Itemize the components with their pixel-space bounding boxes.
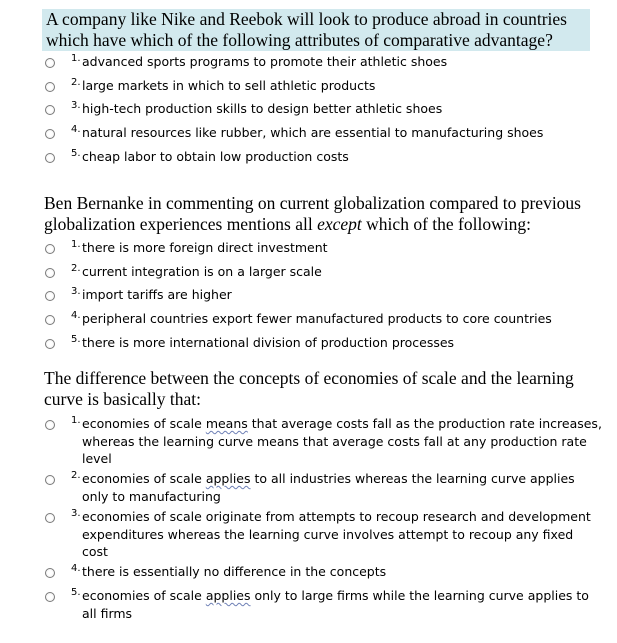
option-number: 2. [71,470,81,481]
option-text-part: economies of scale [82,588,206,603]
option-label: cheap labor to obtain low production costs [82,149,349,164]
option-number: 3. [71,286,81,297]
option-number: 4. [71,124,81,135]
radio-button[interactable] [45,129,55,139]
option-label [82,415,602,468]
option-number: 4. [71,310,81,321]
option-label: economies of scale originate from attempts to recoup research and development expenditures whereas the learning curve involves attempt to recoup any fixed cost [82,509,591,559]
radio-button[interactable] [45,513,55,523]
option-label: advanced sports programs to promote their athletic shoes [82,54,448,69]
option-text-part: only to large firms while the learning curve applies to all firms [82,588,589,621]
option-number: 3. [71,100,81,111]
option-number: 1. [71,53,81,64]
radio-button[interactable] [45,153,55,163]
option-number: 2. [71,263,81,274]
option-number: 2. [71,77,81,88]
option-number: 3. [71,508,81,519]
question-1 [0,9,617,51]
radio-button[interactable] [45,244,55,254]
option-number: 1. [71,415,81,426]
option-label: high-tech production skills to design better athletic shoes [82,101,443,116]
option-number: 4. [71,563,81,574]
radio-button[interactable] [45,315,55,325]
grammar-flagged-word: applies [205,588,251,603]
question-3 [0,368,617,410]
grammar-flagged-word: means [205,416,248,431]
question-2-text [42,193,590,235]
option-text-part: that average costs fall as the production rate increases, whereas the learning curve means that average costs fall at any production rate level [82,416,602,466]
radio-button[interactable] [45,268,55,278]
option-label: peripheral countries export fewer manufactured products to core countries [82,311,552,326]
option-label: import tariffs are higher [82,287,232,302]
radio-button[interactable] [45,568,55,578]
radio-button[interactable] [45,420,55,430]
radio-button[interactable] [45,105,55,115]
question-2-text-end: which of the following: [361,214,531,234]
option-label: there is essentially no difference in the concepts [82,564,387,579]
option-number: 1. [71,239,81,250]
option-number: 5. [71,587,81,598]
option-text-part: economies of scale [82,471,206,486]
question-2 [0,193,617,235]
option-label: there is more international division of production processes [82,335,455,350]
option-label: natural resources like rubber, which are essential to manufacturing shoes [82,125,544,140]
grammar-flagged-word: applies [205,471,251,486]
option-label: current integration is on a larger scale [82,264,322,279]
option-number: 5. [71,334,81,345]
radio-button[interactable] [45,339,55,349]
option-label [82,587,602,622]
radio-button[interactable] [45,475,55,485]
question-2-text-emphasis: except [317,214,362,234]
option-number: 5. [71,148,81,159]
radio-button[interactable] [45,291,55,301]
option-label [82,470,602,505]
radio-button[interactable] [45,592,55,602]
question-1-text: A company like Nike and Reebok will look to produce abroad in countries which have which of the following attributes of comparative advantage? [42,9,590,51]
option-label: there is more foreign direct investment [82,240,328,255]
option-text-part: economies of scale [82,416,206,431]
question-3-text: The difference between the concepts of economies of scale and the learning curve is basically that: [44,368,574,409]
option-text-part: to all industries whereas the learning curve applies only to manufacturing [82,471,575,504]
radio-button[interactable] [45,82,55,92]
option-label: large markets in which to sell athletic products [82,78,376,93]
radio-button[interactable] [45,58,55,68]
question-2-text-start: Ben Bernanke in commenting on current globalization compared to previous globalization experiences mentions all [44,193,581,234]
